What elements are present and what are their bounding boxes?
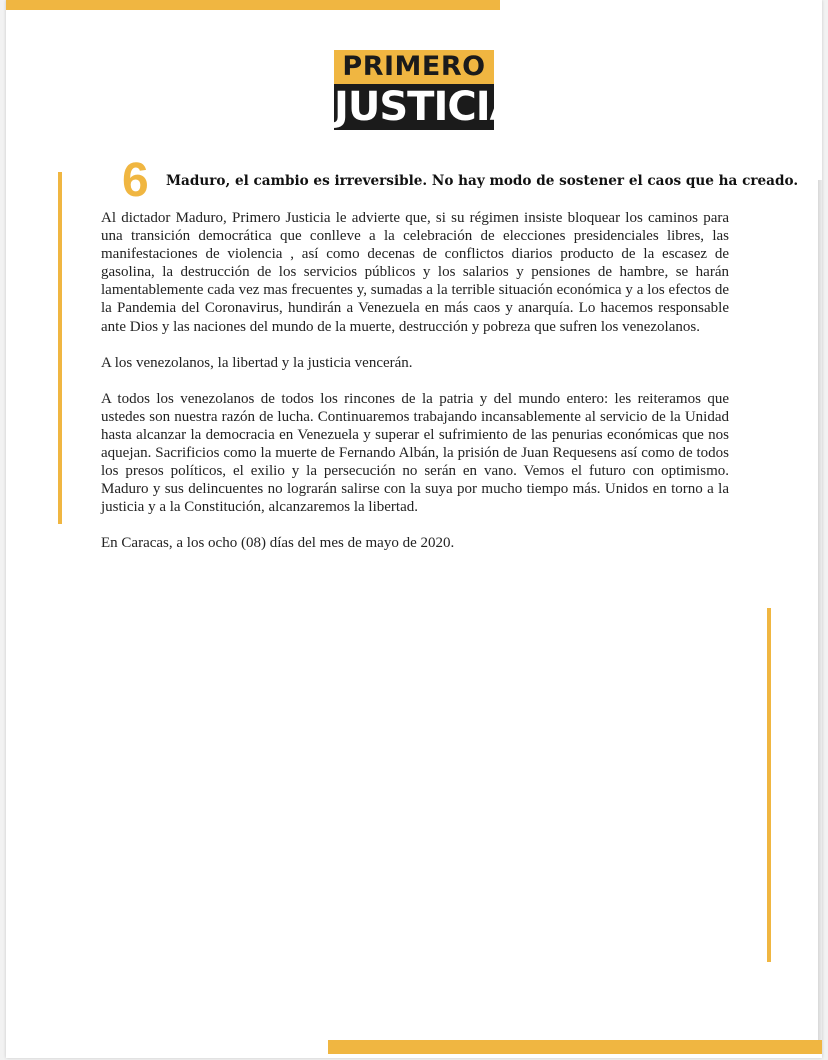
top-accent-bar [6,0,500,10]
paragraph-message: A todos los venezolanos de todos los rincones de la patria y del mundo entero: les reiteramos que ustedes son nuestra razón de lucha. Continuaremos trabajando incansablemente al servicio de la Unidad hasta alcanzar la democracia en Venezuela y superar el sufrimiento de las penurias económicas que nos aquejan. Sacrificios como la muerte de Fernando Albán, la prisión de Juan Requesens así como de todos los presos políticos, el exilio y la persecución no serán en vano. Vemos el futuro con optimismo. Maduro y sus delincuentes no lograrán salirse con la suya por mucho tiempo más. Unidos en torno a la justicia y a la Constitución, alcanzaremos la libertad. [101,390,729,516]
paragraph-venezuelans: A los venezolanos, la libertad y la justicia vencerán. [101,354,413,371]
page-edge-shadow [818,180,822,1050]
document-body [101,209,729,571]
primero-justicia-logo [334,50,520,130]
section-title: Maduro, el cambio es irreversible. No hay modo de sostener el caos que ha creado. [166,173,799,189]
left-accent-line [58,172,62,524]
logo-top-text: PRIMERO [334,50,494,84]
paragraph-warning: Al dictador Maduro, Primero Justicia le advierte que, si su régimen insiste bloquear los caminos para una transición democrática que conlleve a la celebración de elecciones presidenciales libres, las manifestaciones de violencia , así como decenas de conflictos diarios producto de la escasez de gasolina, la destrucción de los servicios públicos y los salarios y pensiones de hambre, se harán lamentablemente cada vez mas frecuentes y, sumadas a la terrible situación económica y a los efectos de la Pandemia del Coronavirus, hundirán a Venezuela en más caos y anarquía. Lo hacemos responsable ante Dios y las naciones del mundo de la muerte, destrucción y pobreza que sufren los venezolanos. [101,210,729,335]
bottom-accent-bar [328,1040,822,1054]
right-accent-line [767,608,771,962]
section-number: 6 [122,154,149,207]
logo-bottom-text: JUSTICIA [334,84,520,130]
paragraph-date: En Caracas, a los ocho (08) días del mes de mayo de 2020. [101,535,455,552]
